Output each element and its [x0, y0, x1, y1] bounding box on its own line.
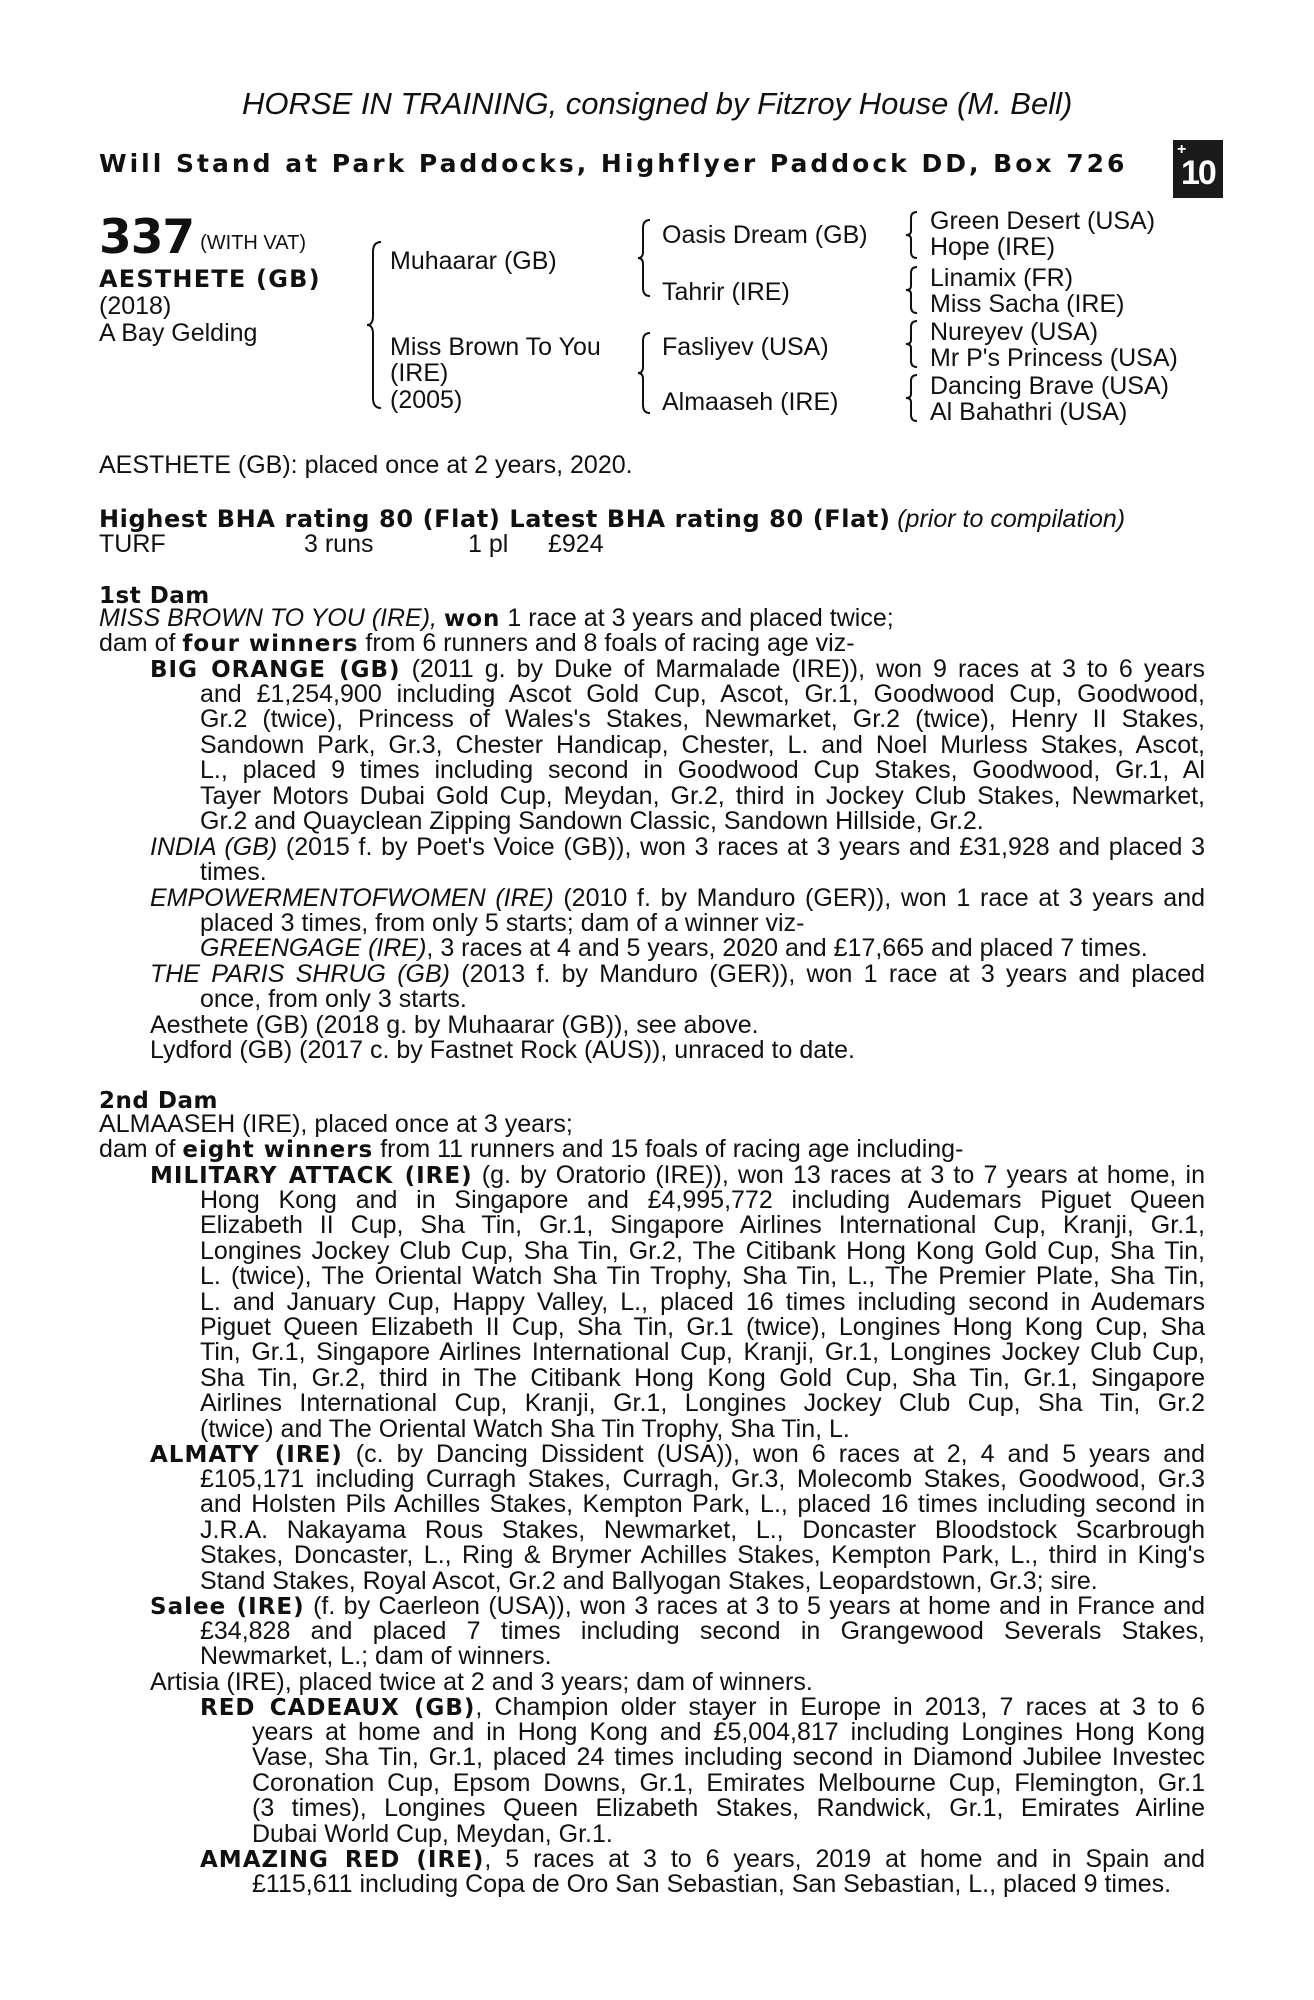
- vat-note: (WITH VAT): [200, 232, 307, 254]
- gen3-3: Linamix (FR): [930, 264, 1074, 292]
- gen3-2: Hope (IRE): [930, 233, 1056, 261]
- badge-plus: +: [1177, 141, 1187, 158]
- red-cadeaux-line: Vase, Sha Tin, Gr.1, placed 24 times including second in Diamond Jubilee Investec: [252, 1743, 1205, 1772]
- amazing-red-name: AMAZING RED (IRE): [200, 1847, 485, 1873]
- almaty-line: Stakes, Doncaster, L., Ring & Brymer Achilles Stakes, Kempton Park, L., third in King's: [200, 1541, 1205, 1570]
- almaty-details: [200, 1467, 1205, 1594]
- artisia-line: Artisia (IRE), placed twice at 2 and 3 years; dam of winners.: [150, 1668, 813, 1696]
- india-line: times.: [200, 858, 267, 886]
- empower-entry: [150, 886, 1205, 911]
- second-dam-of: dam of: [99, 1135, 176, 1164]
- military-line: L. (twice), The Oriental Watch Sha Tin Trophy, Sha Tin, L., The Premier Plate, Sha Tin,: [200, 1262, 1205, 1291]
- military-name: MILITARY ATTACK (IRE): [150, 1163, 473, 1189]
- pedigree-brace-g3: [904, 319, 920, 369]
- salee-line: Newmarket, L.; dam of winners.: [200, 1642, 552, 1671]
- turf-label: TURF: [99, 530, 166, 558]
- red-cadeaux-entry: [200, 1695, 1205, 1720]
- gen3-5: Nureyev (USA): [930, 318, 1099, 346]
- big-orange-text: (2011 g. by Duke of Marmalade (IRE)), won 9 races at 3 to 6 years: [411, 655, 1205, 683]
- empower-text: (2010 f. by Manduro (GER)), won 1 race at 3 years and: [563, 884, 1205, 912]
- empower-name: EMPOWERMENTOFWOMEN (IRE): [150, 884, 554, 912]
- race-summary: AESTHETE (GB): placed once at 2 years, 2020.: [99, 451, 633, 479]
- dam-sire: Fasliyev (USA): [662, 333, 829, 361]
- first-dam-name: MISS BROWN TO YOU (IRE),: [99, 604, 437, 632]
- military-line: Tin, Gr.1, Singapore Airlines International Cup, Kranji, Gr.1, Longines Jockey Club Cup,: [200, 1338, 1205, 1367]
- salee-text: (f. by Caerleon (USA)), won 3 races at 3 to 5 years at home and in France and: [313, 1592, 1205, 1620]
- amazing-red-entry: [200, 1847, 1205, 1872]
- amazing-red-details: [252, 1872, 1205, 1897]
- badge-number: 10: [1181, 154, 1215, 192]
- paris-line: once, from only 3 starts.: [200, 985, 467, 1013]
- india-text: (2015 f. by Poet's Voice (GB)), won 3 races at 3 years and £31,928 and placed 3: [285, 833, 1206, 861]
- sire-name: Muhaarar (GB): [390, 247, 557, 275]
- rating-line: [99, 505, 1125, 534]
- red-cadeaux-line: (3 times), Longines Queen Elizabeth Stakes, Randwick, Gr.1, Emirates Airline: [252, 1794, 1205, 1823]
- paris-name: THE PARIS SHRUG (GB): [150, 960, 450, 988]
- almaty-name: ALMATY (IRE): [150, 1442, 343, 1468]
- empower-line: placed 3 times, from only 5 starts; dam of a winner viz-: [200, 909, 805, 937]
- turf-earnings: £924: [548, 530, 604, 558]
- military-line: Hong Kong and in Singapore and £4,995,772 including Audemars Piguet Queen: [200, 1186, 1205, 1214]
- big-orange-line: Gr.2 and Quayclean Zipping Sandown Classic, Sandown Hillside, Gr.2.: [200, 806, 984, 835]
- red-cadeaux-line: Coronation Cup, Epsom Downs, Gr.1, Emirates Melbourne Cup, Flemington, Gr.1: [252, 1768, 1205, 1797]
- other-foals: [150, 1013, 1205, 1064]
- sire-dam: Tahrir (IRE): [662, 278, 790, 306]
- military-line: Piguet Queen Elizabeth II Cup, Sha Tin, Gr.1 (twice), Longines Hong Kong Cup, Sha: [200, 1312, 1205, 1341]
- lot-number-block: [99, 210, 306, 265]
- almaty-entry: [150, 1442, 1205, 1467]
- rating-note: (prior to compilation): [897, 505, 1126, 533]
- empower-cont: [200, 911, 1205, 962]
- big-orange-details: [200, 682, 1205, 834]
- first-dam-heading: 1st Dam: [99, 583, 210, 609]
- big-orange-line: and £1,254,900 including Ascot Gold Cup, Ascot, Gr.1, Goodwood Cup, Goodwood,: [200, 680, 1205, 708]
- dam-dam: Almaaseh (IRE): [662, 388, 839, 416]
- pedigree-brace-g1: [904, 210, 920, 260]
- horse-description: A Bay Gelding: [99, 319, 258, 347]
- lot-badge: [1173, 140, 1223, 198]
- paris-entry: [150, 962, 1205, 987]
- pedigree-brace-dam: [636, 331, 654, 415]
- military-line: Longines Jockey Club Cup, Sha Tin, Gr.2, The Citibank Hong Kong Gold Cup, Sha Tin,: [200, 1236, 1205, 1265]
- india-cont: [200, 860, 1205, 885]
- artisia-entry: [150, 1670, 1205, 1695]
- pedigree-brace-g4: [904, 373, 920, 423]
- salee-entry: [150, 1594, 1205, 1619]
- turf-runs: 3 runs: [304, 530, 374, 558]
- second-dam-heading: 2nd Dam: [99, 1088, 218, 1114]
- gen3-7: Dancing Brave (USA): [930, 372, 1169, 400]
- almaty-line: £105,171 including Curragh Stakes, Curragh, Gr.3, Molecomb Stakes, Goodwood, Gr.3: [200, 1465, 1205, 1493]
- pedigree-brace-main: [365, 240, 385, 410]
- red-cadeaux-details: [252, 1720, 1205, 1847]
- salee-details: [200, 1619, 1205, 1670]
- first-dam-record: 1 race at 3 years and placed twice;: [507, 604, 894, 632]
- india-name: INDIA (GB): [150, 833, 278, 861]
- lot-number: 337: [99, 210, 195, 265]
- red-cadeaux-text: , Champion older stayer in Europe in 2013, 7 races at 3 to 6: [475, 1693, 1205, 1721]
- military-details: [200, 1188, 1205, 1442]
- first-dam-winners: four winners: [182, 631, 359, 658]
- gen3-4: Miss Sacha (IRE): [930, 290, 1125, 318]
- lydford-line: Lydford (GB) (2017 c. by Fastnet Rock (AUS)), unraced to date.: [150, 1036, 855, 1065]
- almaty-line: Stand Stakes, Royal Ascot, Gr.2 and Ballyogan Stakes, Leopardstown, Gr.3; sire.: [200, 1566, 1098, 1595]
- sire-sire: Oasis Dream (GB): [662, 221, 868, 249]
- almaty-line: and Holsten Pils Achilles Stakes, Kempton Park, L., placed 16 times including second in: [200, 1490, 1205, 1519]
- first-dam-won: won: [443, 606, 501, 632]
- big-orange-line: Gr.2 (twice), Princess of Wales's Stakes, Newmarket, Gr.2 (twice), Henry II Stakes,: [200, 705, 1205, 734]
- big-orange-line: Sandown Park, Gr.3, Chester Handicap, Chester, L. and Noel Murless Stakes, Ascot,: [200, 730, 1205, 759]
- almaty-line: J.R.A. Nakayama Rous Stakes, Newmarket, L., Doncaster Bloodstock Scarbrough: [200, 1515, 1205, 1544]
- second-dam-section: [99, 1112, 1205, 1163]
- greengage-text: , 3 races at 4 and 5 years, 2020 and £17,665 and placed 7 times.: [426, 934, 1148, 963]
- paris-text: (2013 f. by Manduro (GER)), won 1 race at 3 years and placed: [461, 960, 1205, 988]
- paris-cont: [200, 987, 1205, 1012]
- big-orange-name: BIG ORANGE (GB): [150, 657, 401, 683]
- india-entry: [150, 835, 1205, 860]
- almaty-text: (c. by Dancing Dissident (USA)), won 6 races at 2, 4 and 5 years and: [355, 1440, 1205, 1468]
- dam-name-line3: (2005): [390, 386, 463, 414]
- first-dam-runners: from 6 runners and 8 foals of racing age viz-: [365, 629, 855, 658]
- rating-label: Highest BHA rating 80 (Flat) Latest BHA rating 80 (Flat): [99, 505, 891, 533]
- military-line: (twice) and The Oriental Watch Sha Tin Trophy, Sha Tin, L.: [200, 1414, 850, 1443]
- amazing-red-text: , 5 races at 3 to 6 years, 2019 at home and in Spain and: [484, 1845, 1205, 1873]
- aesthete-line: Aesthete (GB) (2018 g. by Muhaarar (GB)), see above.: [150, 1011, 759, 1039]
- red-cadeaux-name: RED CADEAUX (GB): [200, 1695, 476, 1721]
- military-line: L. and January Cup, Happy Valley, L., placed 16 times including second in Audemars: [200, 1287, 1205, 1316]
- second-dam-line: ALMAASEH (IRE), placed once at 3 years;: [99, 1110, 573, 1138]
- military-line: Elizabeth II Cup, Sha Tin, Gr.1, Singapore Airlines International Cup, Kranji, Gr.1,: [200, 1211, 1205, 1240]
- stand-location: Will Stand at Park Paddocks, Highflyer Paddock DD, Box 726: [99, 149, 1128, 178]
- gen3-8: Al Bahathri (USA): [930, 398, 1128, 426]
- red-cadeaux-line: years at home and in Hong Kong and £5,004,817 including Longines Hong Kong: [252, 1718, 1205, 1746]
- gen3-1: Green Desert (USA): [930, 207, 1156, 235]
- salee-name: Salee (IRE): [150, 1594, 305, 1620]
- horse-name: AESTHETE (GB): [99, 265, 321, 293]
- amazing-red-line: £115,611 including Copa de Oro San Sebastian, San Sebastian, L., placed 9 times.: [252, 1870, 1172, 1898]
- pedigree-brace-g2: [904, 265, 920, 315]
- turf-placed: 1 pl: [468, 530, 509, 558]
- big-orange-entry: [150, 657, 1205, 682]
- military-line: Sha Tin, Gr.2, third in The Citibank Hong Kong Gold Cup, Sha Tin, Gr.1, Singapore: [200, 1363, 1205, 1392]
- pedigree-brace-sire: [636, 218, 654, 298]
- big-orange-line: Tayer Motors Dubai Gold Cup, Meydan, Gr.2, third in Jockey Club Stakes, Newmarket,: [200, 781, 1205, 810]
- consignment-title: HORSE IN TRAINING, consigned by Fitzroy House (M. Bell): [242, 86, 1073, 121]
- dam-name-line2: (IRE): [390, 359, 449, 387]
- military-text: (g. by Oratorio (IRE)), won 13 races at 3 to 7 years at home, in: [481, 1161, 1205, 1189]
- military-line: Airlines International Cup, Kranji, Gr.1, Longines Jockey Club Cup, Sha Tin, Gr.2: [200, 1389, 1205, 1418]
- big-orange-line: L., placed 9 times including second in Goodwood Cup Stakes, Goodwood, Gr.1, Al: [200, 756, 1205, 785]
- gen3-6: Mr P's Princess (USA): [930, 344, 1178, 372]
- first-dam-of: dam of: [99, 629, 176, 658]
- first-dam-section: [99, 606, 1205, 657]
- second-dam-runners: from 11 runners and 15 foals of racing age including-: [380, 1135, 964, 1164]
- second-dam-winners: eight winners: [182, 1137, 374, 1164]
- dam-name-line1: Miss Brown To You: [390, 333, 601, 361]
- salee-line: £34,828 and placed 7 times including second in Grangewood Severals Stakes,: [200, 1617, 1205, 1645]
- foal-year: (2018): [99, 292, 172, 320]
- greengage-name: GREENGAGE (IRE): [200, 934, 427, 963]
- military-entry: [150, 1163, 1205, 1188]
- red-cadeaux-line: Dubai World Cup, Meydan, Gr.1.: [252, 1819, 613, 1848]
